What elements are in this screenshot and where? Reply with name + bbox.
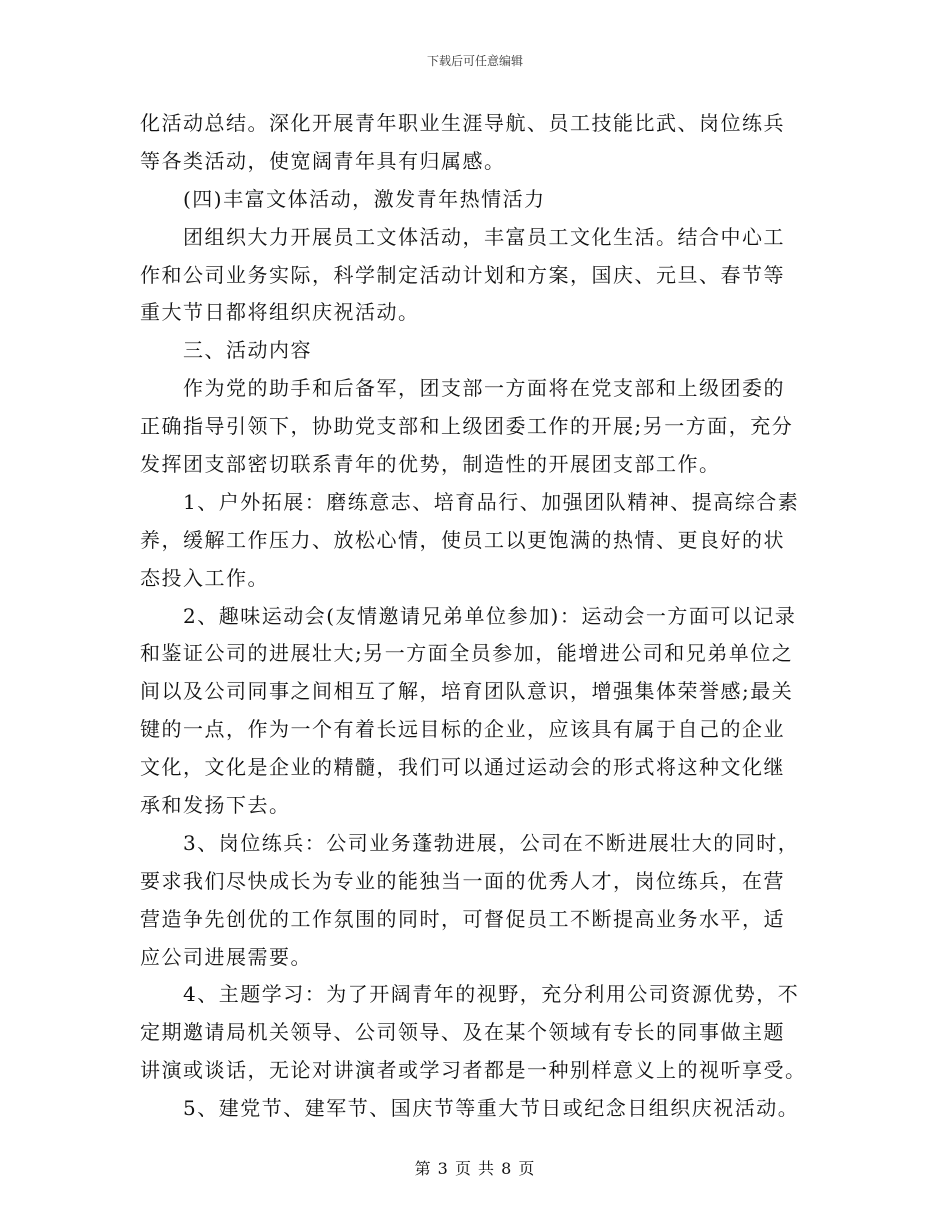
body-line: 重大节日都将组织庆祝活动。 (140, 300, 420, 325)
list-item-line: 3、岗位练兵：公司业务蓬勃进展，公司在不断进展壮大的同时， (140, 830, 800, 855)
list-item-line: 间以及公司同事之间相互了解，培育团队意识，增强集体荣誉感;最关 (140, 679, 794, 704)
body-line: 团组织大力开展员工文体活动，丰富员工文化生活。结合中心工 (140, 224, 785, 249)
section-heading: 三、活动内容 (140, 338, 312, 363)
list-item-line: 键的一点，作为一个有着长远目标的企业，应该具有属于自己的企业 (140, 717, 785, 742)
body-line: 发挥团支部密切联系青年的优势，制造性的开展团支部工作。 (140, 452, 721, 477)
list-item-line: 讲演或谈话，无论对讲演者或学习者都是一种别样意义上的视听享受。 (140, 1058, 807, 1083)
body-line: 化活动总结。深化开展青年职业生涯导航、员工技能比武、岗位练兵 (140, 111, 785, 135)
page-header: 下载后可任意编辑 (426, 54, 523, 68)
list-item-line: 和鉴证公司的进展壮大;另一方面全员参加，能增进公司和兄弟单位之 (140, 641, 794, 666)
list-item-line: 营造争先创优的工作氛围的同时，可督促员工不断提高业务水平，适 (140, 906, 785, 931)
list-item-line: 承和发扬下去。 (140, 793, 291, 818)
page-footer: 第 3 页 共 8 页 (414, 1159, 536, 1178)
body-line: 等各类活动，使宽阔青年具有归属感。 (140, 148, 506, 173)
list-item-line: 定期邀请局机关领导、公司领导、及在某个领域有专长的同事做主题 (140, 1020, 785, 1045)
list-item-line: 要求我们尽快成长为专业的能独当一面的优秀人才，岗位练兵，在营 (140, 868, 785, 893)
list-item-line: 养，缓解工作压力、放松心情，使员工以更饱满的热情、更良好的状 (140, 527, 785, 552)
list-item-line: 4、主题学习：为了开阔青年的视野，充分利用公司资源优势，不 (140, 982, 800, 1007)
body-line: 作为党的助手和后备军，团支部一方面将在党支部和上级团委的 (140, 376, 785, 401)
body-line: 作和公司业务实际，科学制定活动计划和方案，国庆、元旦、春节等 (140, 262, 785, 287)
section-heading: (四)丰富文体活动，激发青年热情活力 (140, 186, 546, 211)
list-item-line: 5、建党节、建军节、国庆节等重大节日或纪念日组织庆祝活动。 (140, 1096, 800, 1121)
list-item-line: 1、户外拓展：磨练意志、培育品行、加强团队精神、提高综合素 (140, 489, 800, 514)
list-item-line: 态投入工作。 (140, 565, 269, 590)
list-item-line: 2、趣味运动会(友情邀请兄弟单位参加)：运动会一方面可以记录 (140, 603, 797, 628)
body-line: 正确指导引领下，协助党支部和上级团委工作的开展;另一方面，充分 (140, 414, 794, 439)
document-body (140, 105, 805, 1128)
list-item-line: 文化，文化是企业的精髓，我们可以通过运动会的形式将这种文化继 (140, 755, 785, 780)
list-item-line: 应公司进展需要。 (140, 944, 312, 969)
